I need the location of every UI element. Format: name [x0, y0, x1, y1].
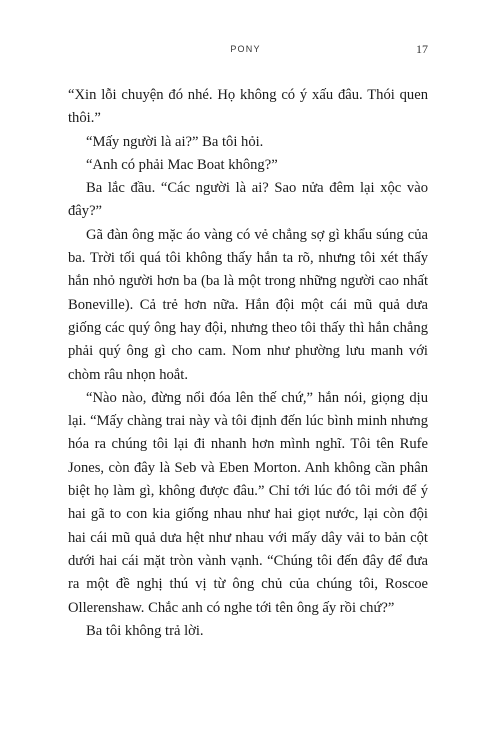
paragraph-6: “Nào nào, đừng nổi đóa lên thế chứ,” hắn nói, giọng dịu lại. “Mấy chàng trai này và tôi định đến lúc bình minh nhưng hóa ra chúng tôi lại đi nhanh hơn mình nghĩ. Tôi tên Rufe Jones, còn đây là Seb và Eben Morton. Anh không cần phân biệt họ làm gì, không được đâu.” Chỉ tới lúc đó tôi mới để ý hai gã to con kia giống nhau như hai giọt nước, lại còn đội hai cái mũ quả dưa hệt như nhau với mấy dây vải to bản cột dưới hai cái mặt tròn vành vạnh. “Chúng tôi đến đây để đưa ra một đề nghị thú vị từ ông chủ của chúng tôi, Roscoe Ollerenshaw. Chắc anh có nghe tới tên ông ấy rồi chứ?”	[68, 389, 428, 616]
paragraph-4: Ba lắc đầu. “Các người là ai? Sao nửa đêm lại xộc vào đây?”	[68, 180, 428, 220]
paragraph-2: “Mấy người là ai?” Ba tôi hỏi.	[86, 133, 264, 150]
running-head	[0, 42, 491, 58]
paragraph-3: “Anh có phải Mac Boat không?”	[86, 156, 278, 173]
paragraph-5: Gã đàn ông mặc áo vàng có vẻ chẳng sợ gì khẩu súng của ba. Trời tối quá tôi không thấy hắn ta rõ, nhưng tôi xét thấy hắn nhỏ người hơn ba (ba là một trong những người cao nhất Boneville). Cả trẻ hơn nữa. Hắn đội một cái mũ quả dưa giống các quý ông hay đội, nhưng theo tôi thấy thì hắn chẳng phải quý ông gì cho cam. Nom như phường lưu manh với chòm râu nhọn hoắt.	[68, 226, 428, 383]
body-text	[68, 84, 428, 643]
paragraph-7: Ba tôi không trả lời.	[86, 622, 204, 639]
page-number: 17	[416, 42, 428, 56]
paragraph-1: “Xin lỗi chuyện đó nhé. Họ không có ý xấu đâu. Thói quen thôi.”	[68, 87, 428, 127]
running-title: PONY	[230, 44, 261, 54]
